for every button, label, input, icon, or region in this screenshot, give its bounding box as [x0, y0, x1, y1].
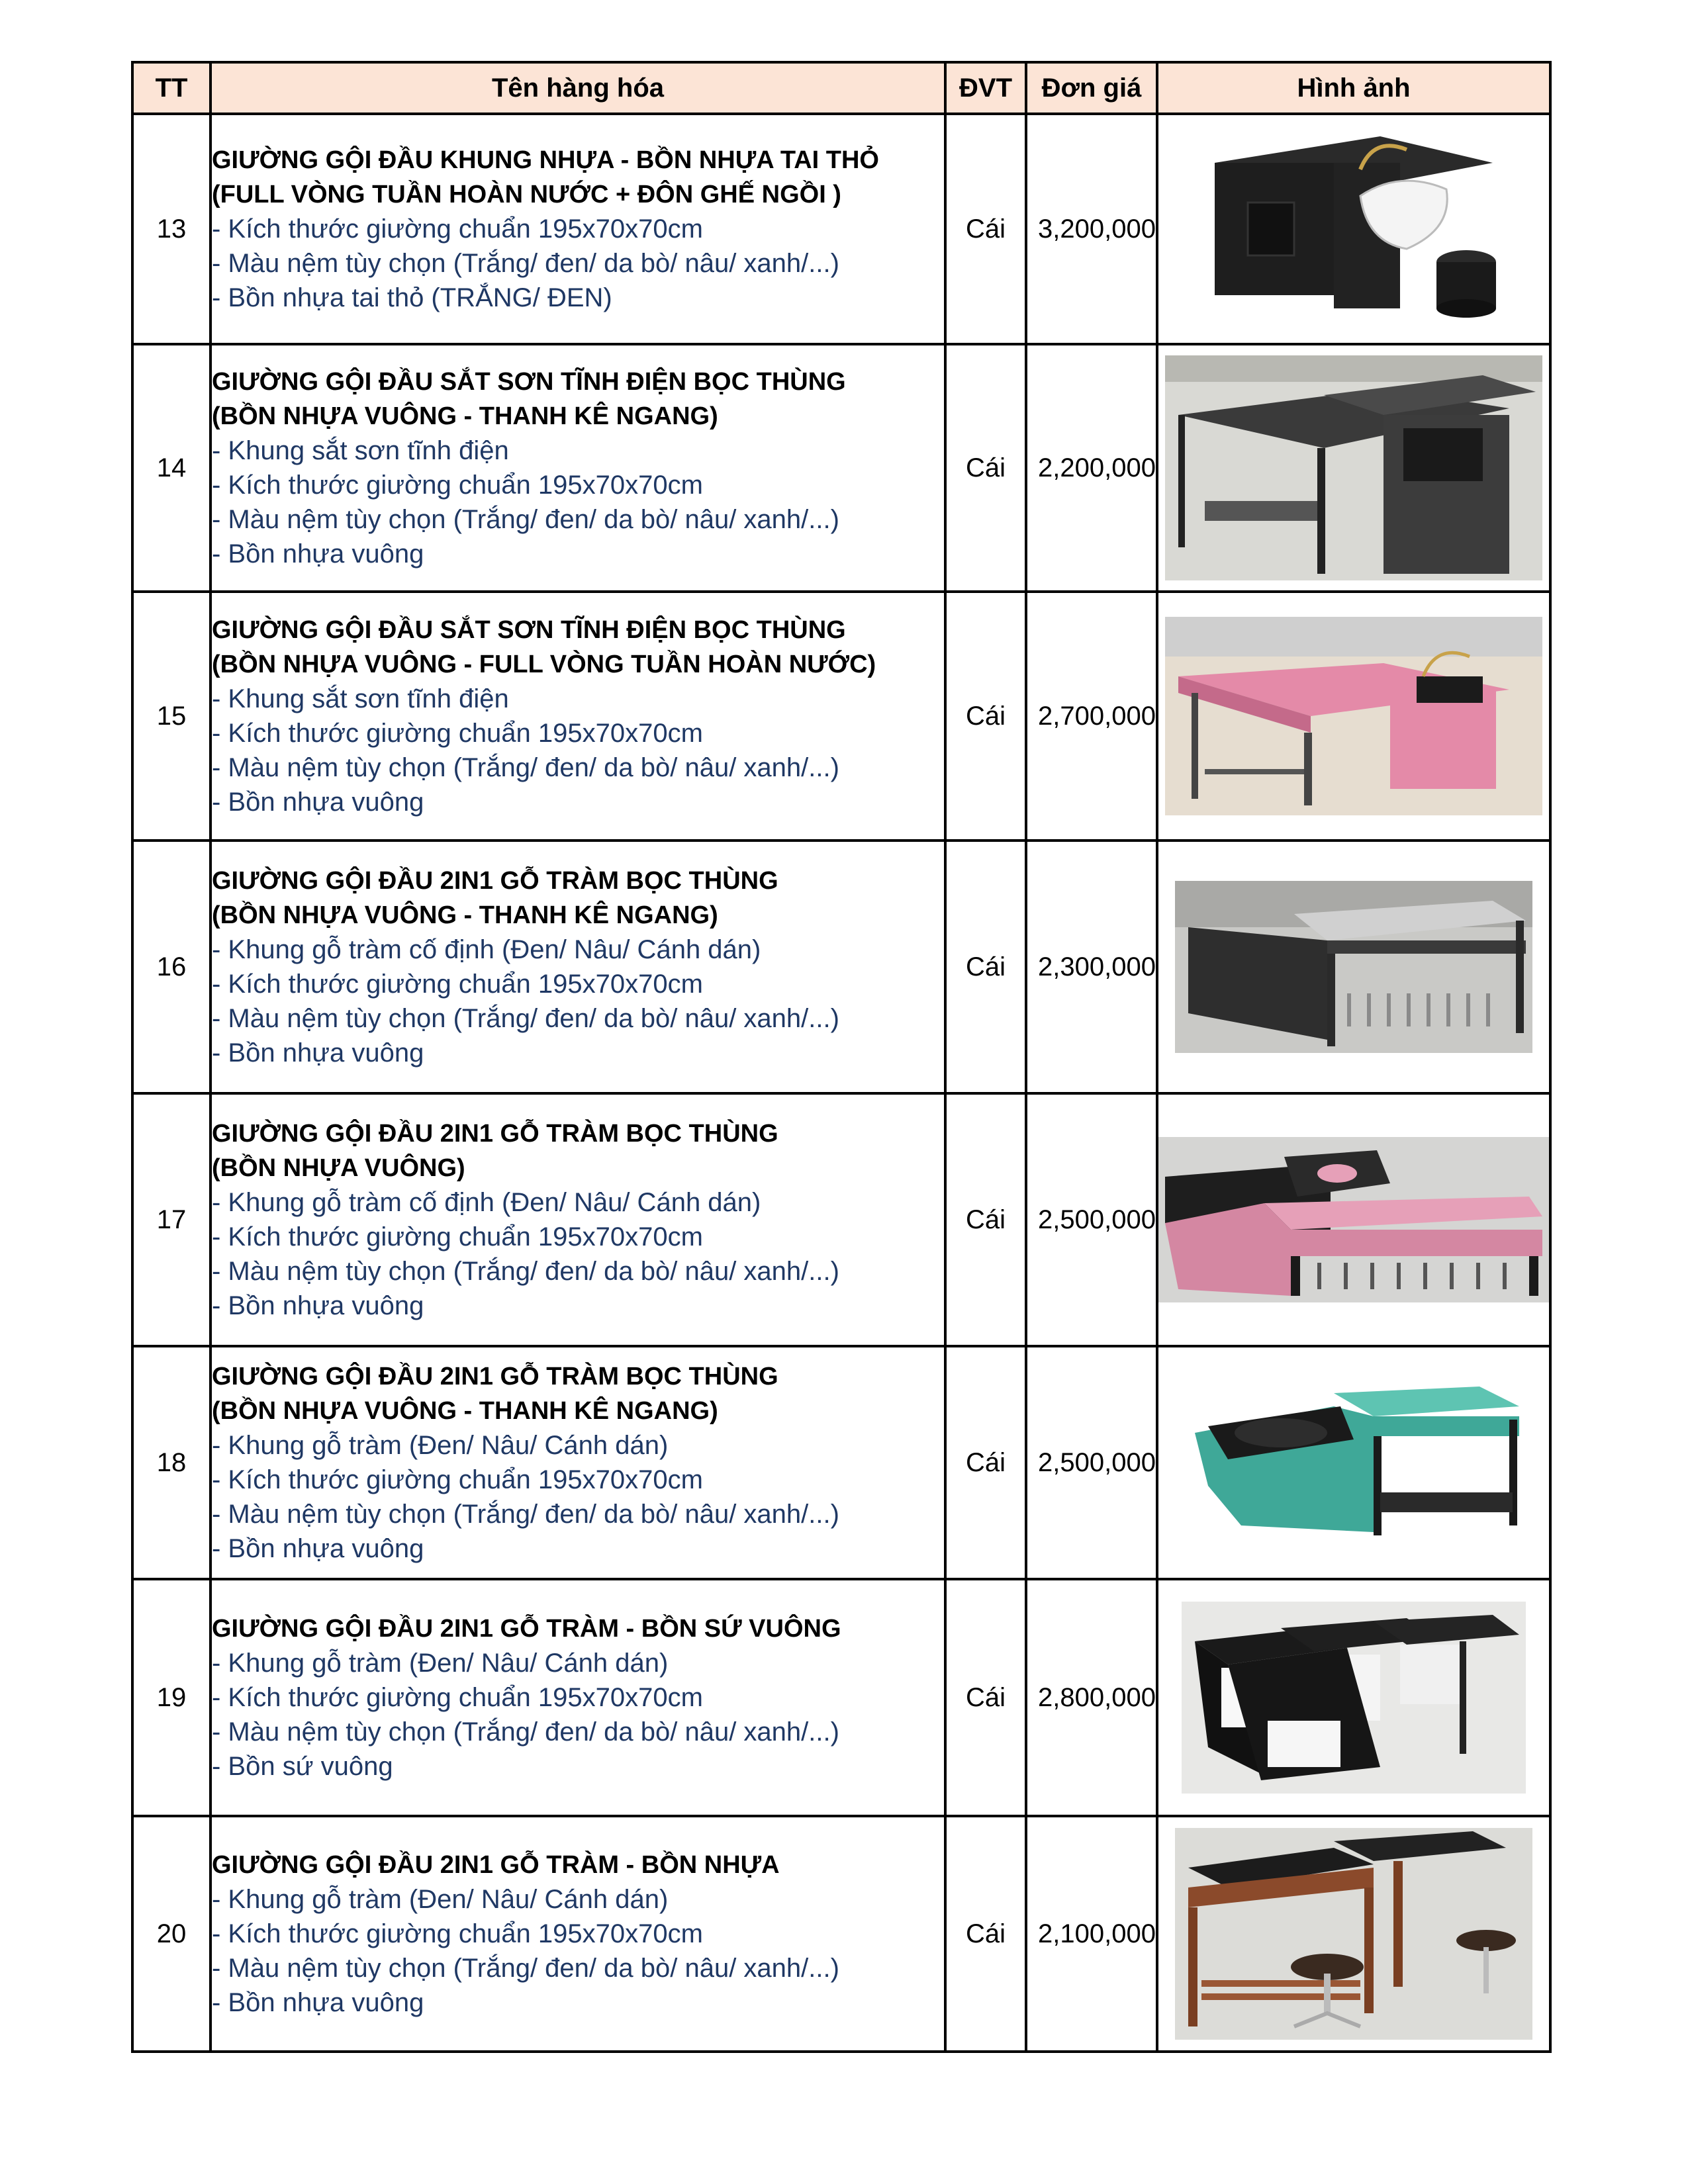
product-spec: - Màu nệm tùy chọn (Trắng/ đen/ da bò/ nâu/ xanh/...) — [212, 753, 839, 782]
table-row — [132, 344, 1550, 592]
table-row — [132, 1816, 1550, 2052]
product-title: (BỒN NHỰA VUÔNG - FULL VÒNG TUẦN HOÀN NƯỚC) — [212, 651, 876, 678]
product-title: GIƯỜNG GỘI ĐẦU 2IN1 GỖ TRÀM BỌC THÙNG — [212, 1363, 778, 1390]
product-spec: - Kích thước giường chuẩn 195x70x70cm — [212, 1222, 703, 1251]
price-cell: 2,300,000 — [1026, 841, 1157, 1093]
product-title: GIƯỜNG GỘI ĐẦU SẮT SƠN TĨNH ĐIỆN BỌC THÙNG — [212, 616, 846, 644]
row-number: 19 — [132, 1579, 211, 1816]
row-number: 20 — [132, 1816, 211, 2052]
unit-cell: Cái — [945, 344, 1026, 592]
product-spec: - Kích thước giường chuẩn 195x70x70cm — [212, 1919, 703, 1948]
header-price: Đơn giá — [1026, 62, 1157, 114]
product-image — [1175, 1828, 1532, 2040]
product-name-cell — [211, 841, 945, 1093]
product-spec: - Kích thước giường chuẩn 195x70x70cm — [212, 1465, 703, 1494]
product-image-cell — [1157, 1579, 1550, 1816]
product-spec: - Kích thước giường chuẩn 195x70x70cm — [212, 1683, 703, 1712]
product-title: GIƯỜNG GỘI ĐẦU 2IN1 GỖ TRÀM - BỒN NHỰA — [212, 1851, 780, 1879]
row-number: 17 — [132, 1093, 211, 1346]
product-title: GIƯỜNG GỘI ĐẦU KHUNG NHỰA - BỒN NHỰA TAI THỎ — [212, 146, 879, 174]
row-number: 14 — [132, 344, 211, 592]
product-image — [1182, 1602, 1526, 1794]
price-cell: 2,100,000 — [1026, 1816, 1157, 2052]
table-row — [132, 1579, 1550, 1816]
product-name-cell — [211, 1346, 945, 1579]
price-cell: 2,200,000 — [1026, 344, 1157, 592]
product-spec: - Màu nệm tùy chọn (Trắng/ đen/ da bò/ nâu/ xanh/...) — [212, 249, 839, 278]
product-title: (FULL VÒNG TUẦN HOÀN NƯỚC + ĐÔN GHẾ NGỒI ) — [212, 181, 841, 208]
product-image-cell — [1157, 344, 1550, 592]
product-image-cell — [1157, 114, 1550, 344]
product-image — [1165, 355, 1542, 580]
unit-cell: Cái — [945, 1346, 1026, 1579]
product-title: GIƯỜNG GỘI ĐẦU 2IN1 GỖ TRÀM - BỒN SỨ VUÔNG — [212, 1615, 841, 1643]
product-image-cell — [1157, 1816, 1550, 2052]
product-image — [1158, 1137, 1549, 1302]
product-title: GIƯỜNG GỘI ĐẦU 2IN1 GỖ TRÀM BỌC THÙNG — [212, 1120, 778, 1148]
product-title: (BỒN NHỰA VUÔNG - THANH KÊ NGANG) — [212, 901, 718, 929]
header-name: Tên hàng hóa — [211, 62, 945, 114]
table-row — [132, 592, 1550, 841]
unit-cell: Cái — [945, 841, 1026, 1093]
table-row — [132, 114, 1550, 344]
row-number: 15 — [132, 592, 211, 841]
product-spec: - Màu nệm tùy chọn (Trắng/ đen/ da bò/ nâu/ xanh/...) — [212, 1004, 839, 1033]
product-image-cell — [1157, 1346, 1550, 1579]
product-spec: - Bồn nhựa vuông — [212, 539, 424, 569]
price-cell: 2,700,000 — [1026, 592, 1157, 841]
header-unit: ĐVT — [945, 62, 1026, 114]
product-spec: - Màu nệm tùy chọn (Trắng/ đen/ da bò/ nâu/ xanh/...) — [212, 505, 839, 534]
product-image — [1182, 1367, 1526, 1559]
price-cell: 3,200,000 — [1026, 114, 1157, 344]
product-spec: - Khung gỗ tràm cố định (Đen/ Nâu/ Cánh dán) — [212, 935, 761, 964]
table-row — [132, 1093, 1550, 1346]
product-spec: - Màu nệm tùy chọn (Trắng/ đen/ da bò/ nâu/ xanh/...) — [212, 1500, 839, 1529]
price-table — [131, 61, 1552, 2053]
product-image-cell — [1157, 841, 1550, 1093]
unit-cell: Cái — [945, 1816, 1026, 2052]
product-spec: - Khung gỗ tràm (Đen/ Nâu/ Cánh dán) — [212, 1885, 669, 1914]
product-image — [1165, 617, 1542, 815]
product-spec: - Bồn nhựa tai thỏ (TRẮNG/ ĐEN) — [212, 283, 612, 312]
product-image — [1175, 881, 1532, 1053]
row-number: 18 — [132, 1346, 211, 1579]
table-row — [132, 841, 1550, 1093]
product-title: (BỒN NHỰA VUÔNG - THANH KÊ NGANG) — [212, 402, 718, 430]
product-title: (BỒN NHỰA VUÔNG - THANH KÊ NGANG) — [212, 1397, 718, 1425]
product-spec: - Khung gỗ tràm cố định (Đen/ Nâu/ Cánh dán) — [212, 1188, 761, 1217]
product-name-cell — [211, 1579, 945, 1816]
product-image — [1188, 123, 1519, 335]
price-cell: 2,500,000 — [1026, 1093, 1157, 1346]
unit-cell: Cái — [945, 114, 1026, 344]
header-tt: TT — [132, 62, 211, 114]
product-spec: - Bồn nhựa vuông — [212, 1534, 424, 1563]
product-spec: - Khung sắt sơn tĩnh điện — [212, 684, 509, 713]
product-name-cell — [211, 592, 945, 841]
product-spec: - Bồn nhựa vuông — [212, 1291, 424, 1320]
product-spec: - Kích thước giường chuẩn 195x70x70cm — [212, 471, 703, 500]
header-row — [132, 62, 1550, 114]
product-spec: - Màu nệm tùy chọn (Trắng/ đen/ da bò/ nâu/ xanh/...) — [212, 1257, 839, 1286]
unit-cell: Cái — [945, 1579, 1026, 1816]
product-spec: - Bồn nhựa vuông — [212, 1988, 424, 2017]
product-image-cell — [1157, 1093, 1550, 1346]
product-spec: - Bồn sứ vuông — [212, 1752, 393, 1781]
product-spec: - Màu nệm tùy chọn (Trắng/ đen/ da bò/ nâu/ xanh/...) — [212, 1954, 839, 1983]
product-name-cell — [211, 114, 945, 344]
product-spec: - Khung sắt sơn tĩnh điện — [212, 436, 509, 465]
product-title: GIƯỜNG GỘI ĐẦU SẮT SƠN TĨNH ĐIỆN BỌC THÙNG — [212, 368, 846, 396]
product-spec: - Khung gỗ tràm (Đen/ Nâu/ Cánh dán) — [212, 1649, 669, 1678]
unit-cell: Cái — [945, 592, 1026, 841]
product-image-cell — [1157, 592, 1550, 841]
product-name-cell — [211, 1093, 945, 1346]
table-row — [132, 1346, 1550, 1579]
product-spec: - Kích thước giường chuẩn 195x70x70cm — [212, 214, 703, 244]
row-number: 16 — [132, 841, 211, 1093]
product-spec: - Bồn nhựa vuông — [212, 1038, 424, 1068]
product-name-cell — [211, 1816, 945, 2052]
product-title: GIƯỜNG GỘI ĐẦU 2IN1 GỖ TRÀM BỌC THÙNG — [212, 867, 778, 895]
product-spec: - Màu nệm tùy chọn (Trắng/ đen/ da bò/ nâu/ xanh/...) — [212, 1717, 839, 1747]
product-spec: - Kích thước giường chuẩn 195x70x70cm — [212, 719, 703, 748]
header-image: Hình ảnh — [1157, 62, 1550, 114]
price-cell: 2,800,000 — [1026, 1579, 1157, 1816]
product-spec: - Bồn nhựa vuông — [212, 788, 424, 817]
price-cell: 2,500,000 — [1026, 1346, 1157, 1579]
row-number: 13 — [132, 114, 211, 344]
product-title: (BỒN NHỰA VUÔNG) — [212, 1154, 465, 1182]
unit-cell: Cái — [945, 1093, 1026, 1346]
product-spec: - Khung gỗ tràm (Đen/ Nâu/ Cánh dán) — [212, 1431, 669, 1460]
product-spec: - Kích thước giường chuẩn 195x70x70cm — [212, 970, 703, 999]
product-name-cell — [211, 344, 945, 592]
